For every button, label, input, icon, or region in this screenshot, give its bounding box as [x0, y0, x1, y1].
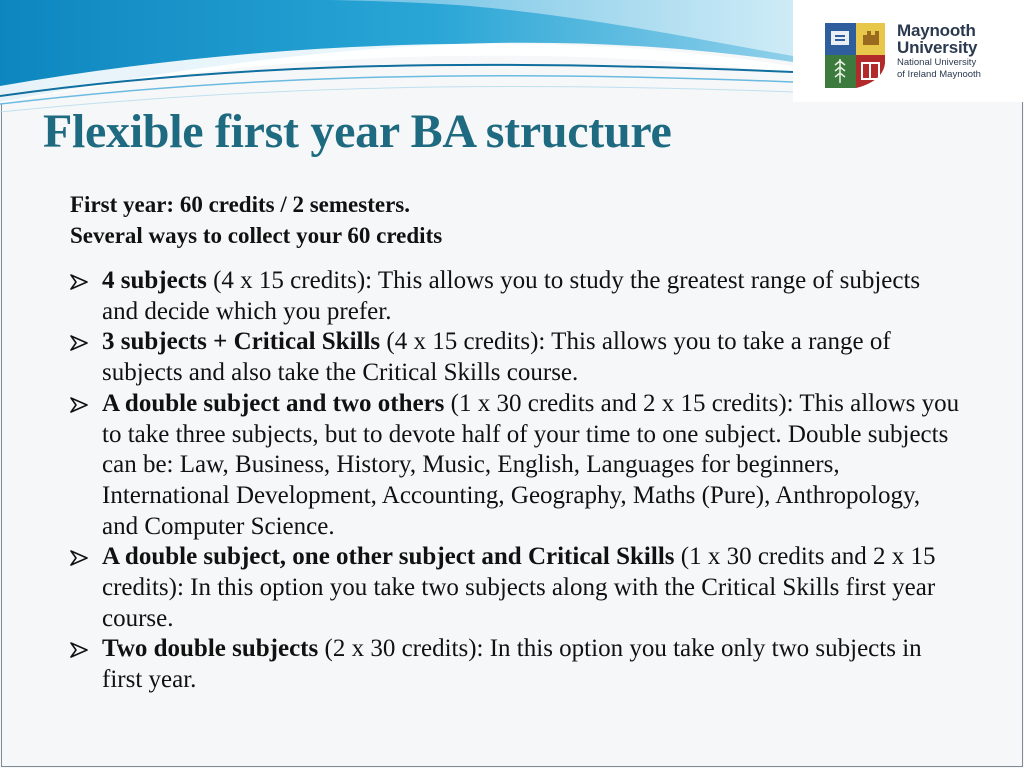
- university-crest-icon: [823, 21, 887, 89]
- option-label: 3 subjects + Critical Skills: [102, 328, 381, 356]
- option-item: [70, 542, 960, 634]
- option-text: (1 x 30 credits and 2 x 15 credits): This allows you to take three subjects, but to devote half of your time to one subject. Double subjects can be: Law, Business, History, Music, English, Languages for beginners, International Development, Accounting, Geography, Maths (Pure), Anthropology, and Computer Science.: [102, 389, 960, 540]
- intro-text: [70, 189, 442, 251]
- university-logo[interactable]: [793, 0, 1024, 102]
- option-text: (1 x 30 credits and 2 x 15 credits): In this option you take two subjects along with the Critical Skills first year course.: [102, 543, 936, 632]
- arrow-bullet-icon: [70, 335, 88, 351]
- option-item: [70, 327, 960, 388]
- arrow-bullet-icon: [70, 274, 88, 290]
- option-label: 4 subjects: [102, 267, 207, 294]
- arrow-bullet-icon: [70, 642, 88, 658]
- logo-sub-line2: of Ireland Maynooth: [897, 69, 981, 80]
- option-text: (2 x 30 credits): In this option you take only two subjects in first year.: [102, 635, 922, 694]
- option-label: A double subject, one other subject and Critical Skills: [102, 543, 675, 571]
- logo-wordmark: [897, 22, 981, 80]
- option-item: [70, 389, 960, 543]
- option-item: [70, 266, 960, 327]
- options-list: [70, 266, 960, 696]
- intro-line-1: First year: 60 credits / 2 semesters.: [70, 192, 410, 217]
- option-label: Two double subjects: [102, 635, 319, 663]
- option-label: A double subject and two others: [102, 389, 445, 417]
- intro-line-2: Several ways to collect your 60 credits: [70, 223, 443, 248]
- logo-sub-line1: National University: [897, 57, 977, 68]
- arrow-bullet-icon: [70, 397, 88, 413]
- logo-name-line2: University: [897, 38, 978, 57]
- arrow-bullet-icon: [70, 550, 88, 566]
- option-text: (4 x 15 credits): This allows you to study the greatest range of subjects and decide which you prefer.: [102, 267, 921, 325]
- slide-title: Flexible first year BA structure: [43, 105, 672, 158]
- logo-name-line1: Maynooth: [897, 21, 976, 40]
- option-item: [70, 634, 960, 695]
- option-text: (4 x 15 credits): This allows you to take a range of subjects and also take the Critical Skills course.: [102, 328, 891, 387]
